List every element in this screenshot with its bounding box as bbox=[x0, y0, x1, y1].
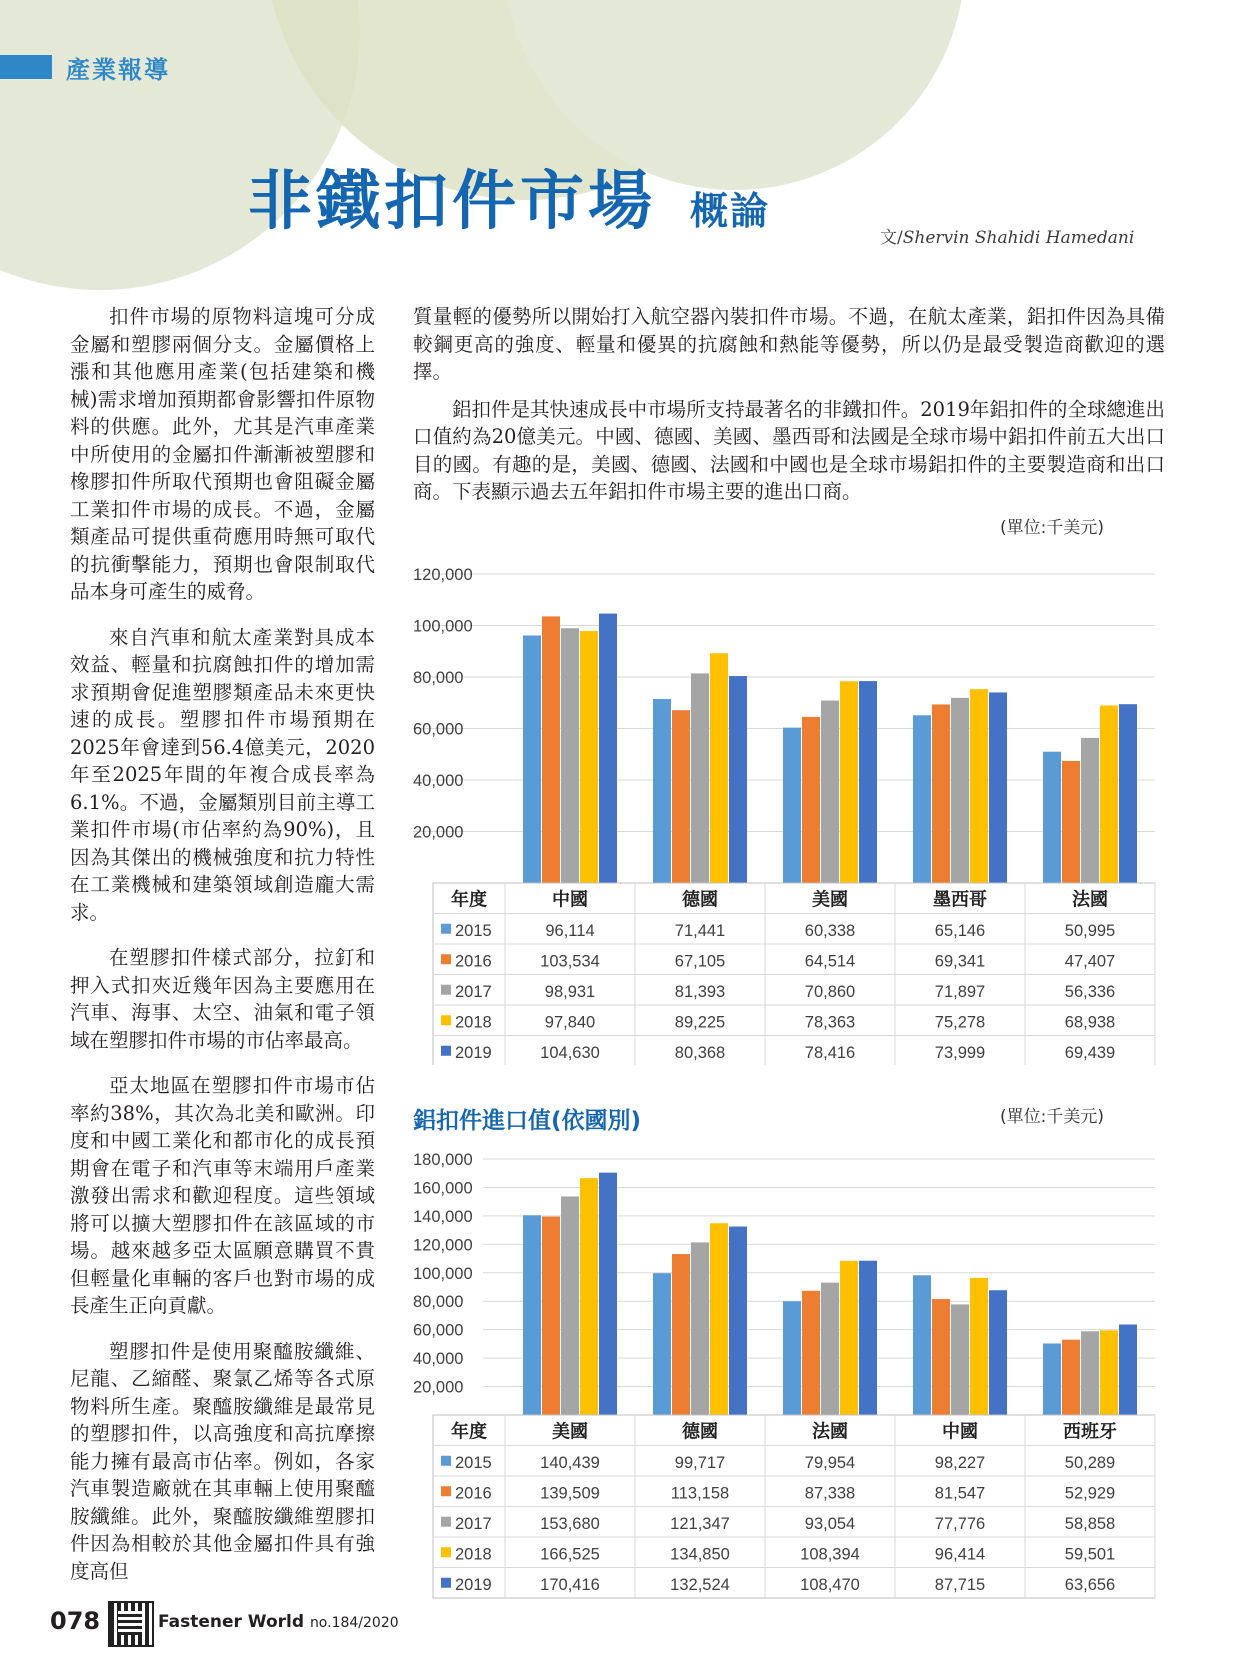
legend-swatch bbox=[441, 1547, 451, 1557]
data-label: 50,995 bbox=[1064, 922, 1116, 940]
bar bbox=[729, 1227, 747, 1415]
data-label: 56,336 bbox=[1064, 983, 1116, 1001]
legend-swatch bbox=[441, 1456, 451, 1466]
body-paragraph: 扣件市場的原物料這塊可分成金屬和塑膠兩個分支。金屬價格上漲和其他應用產業(包括建築和機械)需求增加預期都會影響扣件原物料的供應。此外，尤其是汽車產業中所使用的金屬扣件漸漸被塑膠和橡膠扣件所取代預期也會阻礙金屬工業扣件市場的成長。不過，金屬類產品可提供重荷應用時無可取代的抗衝擊能力，預期也會限制取代品本身可產生的威脅。 bbox=[70, 305, 375, 603]
category-label: 中國 bbox=[552, 889, 588, 911]
data-label: 170,416 bbox=[540, 1576, 600, 1594]
data-label: 108,470 bbox=[800, 1576, 860, 1594]
bar bbox=[1062, 1340, 1080, 1415]
chart1-unit-label: (單位:千美元) bbox=[1000, 518, 1104, 538]
category-label: 德國 bbox=[682, 1421, 718, 1443]
body-paragraph: 鋁扣件是其快速成長中市場所支持最著名的非鐵扣件。2019年鋁扣件的全球總進出口值約為20億美元。中國、德國、美國、墨西哥和法國是全球市場中鋁扣件前五大出口目的國。有趣的是，美國、德國、法國和中國也是全球市場鋁扣件的主要製造商和出口商。下表顯示過去五年鋁扣件市場主要的進出口商。 bbox=[413, 397, 1165, 503]
qr-code bbox=[108, 1601, 154, 1647]
body-paragraph: 塑膠扣件是使用聚醯胺纖維、尼龍、乙縮醛、聚氯乙烯等各式原物料所生產。聚醯胺纖維是最常見的塑膠扣件，以高強度和高抗摩擦能力擁有最高市佔率。例如，各家汽車製造廠就在其車輛上使用聚醯胺纖維。此外，聚醯胺纖維塑膠扣件因為相較於其他金屬扣件具有強度高但 bbox=[70, 1339, 375, 1583]
issue-number: no.184/2020 bbox=[309, 1615, 399, 1631]
data-label: 104,630 bbox=[540, 1044, 600, 1062]
legend-label: 2018 bbox=[455, 1013, 492, 1032]
bar bbox=[729, 676, 747, 883]
y-tick-label: 160,000 bbox=[413, 1179, 473, 1198]
legend-swatch bbox=[441, 1046, 451, 1056]
data-label: 98,227 bbox=[934, 1454, 986, 1472]
bar bbox=[970, 1278, 988, 1415]
article-title-suffix: 概論 bbox=[690, 189, 771, 233]
data-label: 67,105 bbox=[674, 952, 726, 971]
bar bbox=[542, 1217, 560, 1415]
bar bbox=[710, 1223, 728, 1415]
bar bbox=[1043, 1343, 1061, 1415]
body-paragraph: 質量輕的優勢所以開始打入航空器內裝扣件市場。不過，在航太產業，鋁扣件因為具備較鋼更高的強度、輕量和優異的抗腐蝕和熱能等優勢，所以仍是最受製造商歡迎的選擇。 bbox=[413, 305, 1165, 383]
legend-swatch bbox=[441, 1015, 451, 1025]
data-label: 153,680 bbox=[540, 1515, 600, 1533]
bar bbox=[932, 1299, 950, 1415]
data-label: 70,860 bbox=[804, 983, 856, 1001]
y-tick-label: 40,000 bbox=[413, 1350, 464, 1369]
data-label: 96,414 bbox=[934, 1545, 986, 1564]
bar bbox=[1043, 752, 1061, 883]
legend-label: 2016 bbox=[455, 1484, 492, 1503]
table-corner-label: 年度 bbox=[451, 1421, 487, 1443]
import-bar-chart bbox=[0, 1140, 1240, 1600]
section-label: 產業報導 bbox=[66, 56, 170, 84]
bar bbox=[802, 717, 820, 883]
bar bbox=[802, 1291, 820, 1415]
data-label: 139,509 bbox=[540, 1484, 600, 1503]
bar bbox=[1100, 1330, 1118, 1415]
bar bbox=[932, 704, 950, 883]
legend-swatch bbox=[441, 1486, 451, 1496]
bar bbox=[691, 673, 709, 883]
bar bbox=[672, 1254, 690, 1415]
legend-label: 2016 bbox=[455, 952, 492, 971]
bar bbox=[599, 1173, 617, 1415]
y-tick-label: 80,000 bbox=[413, 669, 464, 687]
bar bbox=[580, 1178, 598, 1415]
bar bbox=[523, 1215, 541, 1415]
data-label: 63,656 bbox=[1064, 1576, 1116, 1594]
data-label: 140,439 bbox=[540, 1454, 600, 1472]
y-tick-label: 60,000 bbox=[413, 1321, 464, 1340]
bar bbox=[913, 1275, 931, 1415]
data-label: 87,338 bbox=[804, 1484, 856, 1503]
data-label: 73,999 bbox=[934, 1044, 986, 1062]
category-label: 中國 bbox=[942, 1421, 978, 1443]
bar bbox=[653, 699, 671, 883]
legend-label: 2015 bbox=[455, 922, 492, 940]
data-label: 134,850 bbox=[670, 1545, 730, 1564]
data-label: 81,393 bbox=[674, 983, 726, 1001]
bar bbox=[691, 1242, 709, 1415]
data-label: 132,524 bbox=[670, 1576, 730, 1594]
bar bbox=[1119, 704, 1137, 883]
y-tick-label: 120,000 bbox=[413, 1236, 473, 1255]
page-number: 078 bbox=[50, 1607, 101, 1635]
data-label: 166,525 bbox=[540, 1545, 600, 1564]
legend-label: 2017 bbox=[455, 1515, 492, 1533]
section-marker bbox=[0, 55, 52, 79]
body-paragraph: 來自汽車和航太產業對具成本效益、輕量和抗腐蝕扣件的增加需求預期會促進塑膠類產品未來更快速的成長。塑膠扣件市場預期在2025年會達到56.4億美元，2020年至2025年間的年複合成長率為6.1%。不過，金屬類別目前主導工業扣件市場(市佔率約為90%)，且因為其傑出的機械強度和抗力特性在工業機械和建築領域創造龐大需求。 bbox=[70, 625, 375, 924]
category-label: 德國 bbox=[682, 889, 718, 911]
category-label: 美國 bbox=[812, 889, 848, 911]
data-label: 93,054 bbox=[804, 1515, 856, 1533]
data-label: 58,858 bbox=[1064, 1515, 1116, 1533]
legend-label: 2018 bbox=[455, 1545, 492, 1564]
bar bbox=[599, 614, 617, 883]
bar bbox=[859, 681, 877, 883]
bar bbox=[542, 616, 560, 883]
data-label: 78,416 bbox=[804, 1044, 856, 1062]
y-tick-label: 80,000 bbox=[413, 1293, 464, 1312]
category-label: 西班牙 bbox=[1063, 1421, 1117, 1443]
byline-author: Shervin Shahidi Hamedani bbox=[902, 228, 1135, 248]
data-label: 77,776 bbox=[934, 1515, 986, 1533]
bar bbox=[1062, 761, 1080, 883]
data-label: 50,289 bbox=[1064, 1454, 1116, 1472]
bar bbox=[951, 1304, 969, 1415]
legend-label: 2019 bbox=[455, 1576, 492, 1594]
category-label: 墨西哥 bbox=[933, 889, 987, 911]
data-label: 80,368 bbox=[674, 1044, 726, 1062]
y-tick-label: 120,000 bbox=[413, 566, 473, 584]
legend-label: 2019 bbox=[455, 1044, 492, 1062]
data-label: 71,441 bbox=[674, 922, 726, 940]
data-label: 87,715 bbox=[934, 1576, 986, 1594]
data-label: 113,158 bbox=[670, 1484, 730, 1503]
data-label: 68,938 bbox=[1064, 1013, 1116, 1032]
category-label: 法國 bbox=[812, 1421, 848, 1443]
bar bbox=[710, 653, 728, 883]
bar bbox=[970, 689, 988, 883]
y-tick-label: 60,000 bbox=[413, 720, 464, 739]
byline bbox=[880, 223, 1134, 248]
bar bbox=[951, 698, 969, 883]
legend-swatch bbox=[441, 985, 451, 995]
category-label: 美國 bbox=[552, 1421, 588, 1443]
legend-label: 2017 bbox=[455, 983, 492, 1001]
body-paragraph: 亞太地區在塑膠扣件市場市佔率約38%，其次為北美和歐洲。印度和中國工業化和都市化的成長預期會在電子和汽車等末端用戶產業激發出需求和歡迎程度。這些領域將可以擴大塑膠扣件在該區域的市場。越來越多亞太區願意購買不貴但輕量化車輛的客戶也對市場的成長產生正向貢獻。 bbox=[70, 1074, 375, 1317]
data-label: 81,547 bbox=[934, 1484, 986, 1503]
legend-swatch bbox=[441, 924, 451, 934]
bar bbox=[859, 1261, 877, 1415]
data-label: 108,394 bbox=[800, 1545, 860, 1564]
data-label: 69,341 bbox=[934, 952, 986, 971]
y-tick-label: 40,000 bbox=[413, 772, 464, 790]
data-label: 98,931 bbox=[544, 983, 596, 1001]
legend-swatch bbox=[441, 1578, 451, 1588]
byline-prefix: 文/ bbox=[880, 228, 903, 248]
bar bbox=[1081, 1331, 1099, 1415]
y-tick-label: 20,000 bbox=[413, 1378, 464, 1397]
data-label: 89,225 bbox=[674, 1013, 726, 1032]
y-tick-label: 180,000 bbox=[413, 1151, 473, 1169]
data-label: 99,717 bbox=[674, 1454, 726, 1472]
legend-swatch bbox=[441, 954, 451, 964]
y-tick-label: 100,000 bbox=[413, 617, 473, 636]
right-column-text bbox=[413, 303, 1165, 516]
article-title: 非鐵扣件市場 bbox=[248, 165, 656, 239]
legend-label: 2015 bbox=[455, 1454, 492, 1472]
magazine-title: Fastener World bbox=[158, 1612, 305, 1632]
data-label: 52,929 bbox=[1064, 1484, 1116, 1503]
bar bbox=[523, 636, 541, 883]
bar bbox=[840, 1261, 858, 1415]
bar bbox=[783, 1301, 801, 1415]
data-label: 69,439 bbox=[1064, 1044, 1116, 1062]
data-label: 65,146 bbox=[934, 922, 986, 940]
body-paragraph: 在塑膠扣件樣式部分，拉釘和押入式扣夾近幾年因為主要應用在汽車、海事、太空、油氣和電子領域在塑膠扣件市場的市佔率最高。 bbox=[70, 946, 375, 1052]
data-label: 75,278 bbox=[934, 1013, 986, 1032]
data-label: 47,407 bbox=[1064, 952, 1116, 971]
bar bbox=[913, 715, 931, 883]
bar bbox=[783, 728, 801, 883]
data-label: 121,347 bbox=[670, 1515, 730, 1533]
chart2-unit-label: (單位:千美元) bbox=[1000, 1107, 1104, 1127]
bar bbox=[840, 681, 858, 883]
data-label: 59,501 bbox=[1064, 1545, 1116, 1564]
magazine-name bbox=[158, 1612, 399, 1632]
bar bbox=[989, 1290, 1007, 1415]
bar bbox=[561, 628, 579, 883]
data-label: 97,840 bbox=[544, 1013, 596, 1032]
chart2-title: 鋁扣件進口值(依國別) bbox=[413, 1108, 642, 1134]
data-label: 60,338 bbox=[804, 922, 856, 940]
bar bbox=[580, 631, 598, 883]
export-bar-chart bbox=[0, 545, 1240, 1065]
data-label: 64,514 bbox=[804, 952, 856, 971]
legend-swatch bbox=[441, 1517, 451, 1527]
bar bbox=[989, 692, 1007, 883]
bar bbox=[1100, 705, 1118, 883]
data-label: 71,897 bbox=[934, 983, 986, 1001]
table-corner-label: 年度 bbox=[451, 889, 487, 911]
bar bbox=[561, 1196, 579, 1415]
bar bbox=[821, 701, 839, 883]
category-label: 法國 bbox=[1072, 889, 1108, 911]
y-tick-label: 140,000 bbox=[413, 1207, 473, 1226]
y-tick-label: 100,000 bbox=[413, 1264, 473, 1283]
bar bbox=[821, 1283, 839, 1415]
data-label: 96,114 bbox=[545, 922, 595, 940]
data-label: 78,363 bbox=[804, 1013, 856, 1032]
bar bbox=[672, 710, 690, 883]
bar bbox=[1081, 738, 1099, 883]
bar bbox=[653, 1273, 671, 1415]
bar bbox=[1119, 1324, 1137, 1415]
data-label: 79,954 bbox=[804, 1454, 856, 1472]
y-tick-label: 20,000 bbox=[413, 823, 464, 842]
data-label: 103,534 bbox=[540, 952, 600, 971]
